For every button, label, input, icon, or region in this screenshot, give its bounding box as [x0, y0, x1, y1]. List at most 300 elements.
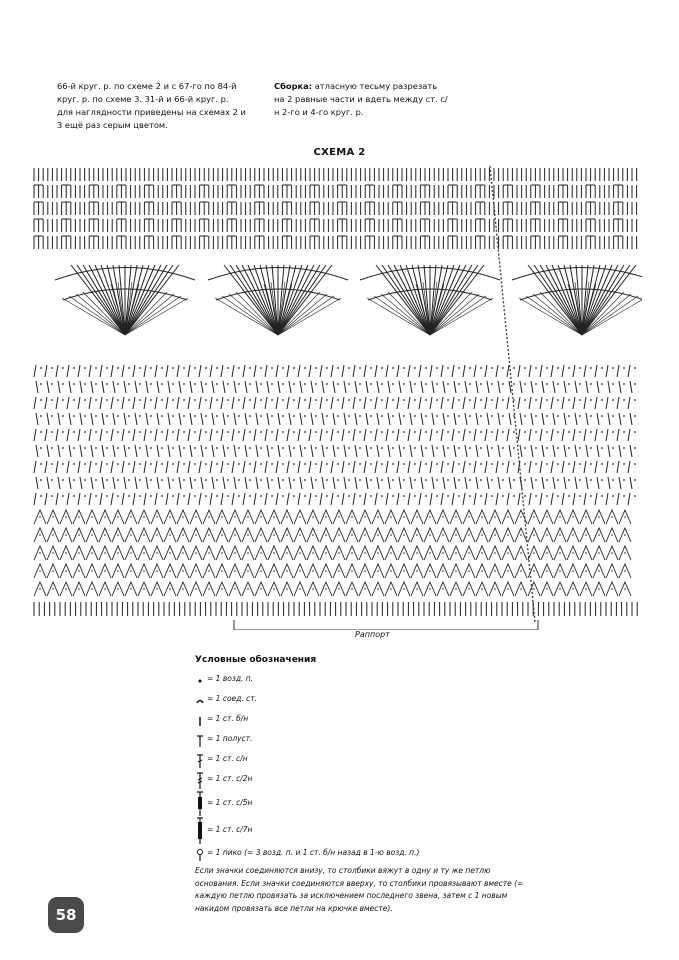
chain-dot	[381, 447, 383, 449]
mesh-stitch	[410, 413, 412, 425]
mesh-stitch	[67, 461, 69, 473]
chain-dot	[590, 383, 592, 385]
chain-dot	[304, 383, 306, 385]
chain-dot	[194, 495, 196, 497]
chain-dot	[429, 516, 431, 518]
chain-dot	[260, 399, 262, 401]
mesh-stitch	[355, 477, 357, 489]
mesh-stitch	[355, 413, 357, 425]
chain-dot	[611, 534, 613, 536]
mesh-stitch	[166, 429, 168, 441]
mesh-stitch	[375, 365, 377, 377]
chain-dot	[299, 570, 301, 572]
chain-dot	[590, 479, 592, 481]
mesh-stitch	[507, 461, 509, 473]
mesh-stitch	[309, 461, 311, 473]
mesh-stitch	[36, 477, 38, 489]
legend-item	[195, 671, 525, 691]
mesh-stitch	[542, 381, 544, 393]
mesh-stitch	[584, 397, 586, 409]
mesh-stitch	[243, 429, 245, 441]
mesh-stitch	[531, 445, 533, 457]
fan-stitch	[582, 265, 606, 335]
chain-dot	[271, 383, 273, 385]
mesh-stitch	[34, 429, 36, 441]
mesh-stitch	[201, 477, 203, 489]
mesh-stitch	[551, 429, 553, 441]
chain-dot	[315, 463, 317, 465]
chain-dot	[150, 431, 152, 433]
chain-dot	[572, 516, 574, 518]
chain-dot	[143, 516, 145, 518]
double-crochet-icon	[195, 751, 205, 771]
mesh-stitch	[278, 413, 280, 425]
mesh-stitch	[177, 429, 179, 441]
mesh-stitch	[419, 397, 421, 409]
chain-dot	[469, 399, 471, 401]
chain-dot	[128, 415, 130, 417]
mesh-stitch	[377, 413, 379, 425]
mesh-stitch	[155, 461, 157, 473]
chain-dot	[612, 447, 614, 449]
mesh-stitch	[586, 381, 588, 393]
fan-stitch	[278, 265, 326, 335]
legend	[195, 655, 525, 915]
mesh-stitch	[529, 365, 531, 377]
chain-dot	[513, 479, 515, 481]
chain-dot	[51, 399, 53, 401]
mesh-stitch	[529, 429, 531, 441]
chain-dot	[337, 495, 339, 497]
mesh-stitch	[276, 365, 278, 377]
chain-dot	[40, 383, 42, 385]
chain-dot	[104, 588, 106, 590]
mesh-stitch	[408, 493, 410, 505]
mesh-stitch	[399, 381, 401, 393]
mesh-stitch	[564, 477, 566, 489]
chain-dot	[172, 399, 174, 401]
chain-dot	[598, 516, 600, 518]
mesh-stitch	[375, 493, 377, 505]
mesh-stitch	[419, 493, 421, 505]
mesh-stitch	[320, 493, 322, 505]
chain-dot	[286, 516, 288, 518]
chain-dot	[634, 495, 636, 497]
chain-dot	[381, 415, 383, 417]
chain-dot	[84, 495, 86, 497]
chain-dot	[502, 495, 504, 497]
chain-dot	[150, 447, 152, 449]
chain-dot	[491, 431, 493, 433]
chain-dot	[377, 516, 379, 518]
mesh-stitch	[452, 365, 454, 377]
chain-dot	[612, 383, 614, 385]
mesh-stitch	[542, 413, 544, 425]
mesh-stitch	[586, 413, 588, 425]
chain-dot	[634, 415, 636, 417]
chain-dot	[455, 516, 457, 518]
chain-dot	[469, 383, 471, 385]
chain-dot	[205, 399, 207, 401]
mesh-stitch	[36, 445, 38, 457]
mesh-stitch	[630, 445, 632, 457]
chain-dot	[480, 479, 482, 481]
mesh-stitch	[562, 397, 564, 409]
chain-dot	[458, 415, 460, 417]
chain-dot	[524, 415, 526, 417]
chain-dot	[65, 516, 67, 518]
mesh-stitch	[157, 477, 159, 489]
mesh-stitch	[454, 445, 456, 457]
chain-dot	[84, 415, 86, 417]
chain-dot	[468, 588, 470, 590]
chain-dot	[216, 431, 218, 433]
chain-dot	[507, 570, 509, 572]
chain-dot	[612, 495, 614, 497]
chain-dot	[106, 367, 108, 369]
mesh-stitch	[386, 365, 388, 377]
mesh-stitch	[199, 397, 201, 409]
chain-dot	[535, 479, 537, 481]
chain-dot	[601, 383, 603, 385]
mesh-stitch	[146, 445, 148, 457]
chain-dot	[403, 479, 405, 481]
mesh-stitch	[221, 493, 223, 505]
chain-dot	[535, 399, 537, 401]
chain-dot	[62, 479, 64, 481]
chain-dot	[568, 399, 570, 401]
mesh-stitch	[628, 429, 630, 441]
mesh-stitch	[78, 461, 80, 473]
mesh-stitch	[465, 413, 467, 425]
chain-dot	[623, 495, 625, 497]
fan-stitch	[582, 265, 630, 335]
mesh-stitch	[287, 493, 289, 505]
chain-dot	[161, 431, 163, 433]
chain-dot	[480, 431, 482, 433]
chain-dot	[282, 431, 284, 433]
chain-dot	[392, 367, 394, 369]
chain-dot	[326, 463, 328, 465]
chain-dot	[234, 516, 236, 518]
chain-dot	[51, 367, 53, 369]
chain-dot	[557, 399, 559, 401]
chain-dot	[51, 415, 53, 417]
mesh-stitch	[487, 477, 489, 489]
chain-dot	[172, 479, 174, 481]
chain-dot	[271, 431, 273, 433]
chain-dot	[491, 463, 493, 465]
chain-dot	[282, 447, 284, 449]
chain-dot	[392, 415, 394, 417]
mesh-stitch	[553, 445, 555, 457]
chain-dot	[227, 383, 229, 385]
chain-dot	[590, 447, 592, 449]
chain-dot	[579, 415, 581, 417]
chain-dot	[172, 495, 174, 497]
mesh-stitch	[67, 429, 69, 441]
mesh-stitch	[298, 461, 300, 473]
assembly-text: атласную тесьму разрезать на 2 равные части и вдеть между ст. с/н 2-го и 4-го круг. р.	[274, 81, 448, 117]
chain-dot	[559, 534, 561, 536]
mesh-stitch	[100, 365, 102, 377]
chain-dot	[78, 552, 80, 554]
mesh-stitch	[111, 461, 113, 473]
chain-dot	[568, 447, 570, 449]
chain-dot	[590, 399, 592, 401]
legend-text: = 1 ст. с/2н	[207, 774, 253, 783]
chain-dot	[62, 399, 64, 401]
chain-dot	[84, 399, 86, 401]
mesh-stitch	[375, 397, 377, 409]
chain-dot	[502, 399, 504, 401]
legend-note: Если значки соединяются внизу, то столбики вяжут в одну и ту же петлю основания. Если значки соединяются вверху, то столбики провязывают вместе (= каждую петлю провязать за исключением последнего звена, затем с 1 новым накидом провязать все петли на крючке вместе).	[195, 866, 524, 913]
chain-dot	[414, 463, 416, 465]
mesh-stitch	[397, 493, 399, 505]
mesh-stitch	[124, 477, 126, 489]
chain-dot	[117, 570, 119, 572]
mesh-stitch	[56, 397, 58, 409]
chain-dot	[557, 463, 559, 465]
fan-stitch	[582, 265, 636, 335]
mesh-stitch	[155, 493, 157, 505]
fan-stitch	[558, 265, 582, 335]
chain-dot	[520, 516, 522, 518]
chain-dot	[425, 415, 427, 417]
mesh-stitch	[91, 381, 93, 393]
chain-dot	[403, 415, 405, 417]
chain-dot	[624, 552, 626, 554]
mesh-stitch	[80, 381, 82, 393]
mesh-stitch	[496, 429, 498, 441]
chain-dot	[429, 534, 431, 536]
mesh-stitch	[606, 397, 608, 409]
chain-dot	[216, 495, 218, 497]
chain-dot	[205, 431, 207, 433]
mesh-stitch	[388, 413, 390, 425]
mesh-stitch	[344, 477, 346, 489]
mesh-stitch	[542, 477, 544, 489]
chain-dot	[183, 399, 185, 401]
fan-stitch	[125, 265, 179, 335]
chain-dot	[491, 447, 493, 449]
mesh-stitch	[630, 381, 632, 393]
mesh-stitch	[212, 477, 214, 489]
chain-dot	[502, 447, 504, 449]
chain-dot	[104, 570, 106, 572]
chain-dot	[491, 495, 493, 497]
chain-dot	[623, 367, 625, 369]
chain-dot	[348, 415, 350, 417]
mesh-stitch	[320, 429, 322, 441]
chain-dot	[194, 367, 196, 369]
chain-dot	[458, 479, 460, 481]
mesh-stitch	[199, 493, 201, 505]
chain-dot	[161, 399, 163, 401]
chain-dot	[390, 588, 392, 590]
chain-dot	[117, 495, 119, 497]
chain-dot	[273, 534, 275, 536]
mesh-stitch	[584, 429, 586, 441]
mesh-stitch	[179, 413, 181, 425]
chain-dot	[601, 431, 603, 433]
intro-left-text: 66-й круг. р. по схеме 2 и с 67-го по 84-й круг. р. по схеме 3. 31-й и 66-й круг. р. для наглядности приведены на схемах 2 и 3 ещё раз серым цветом.	[57, 81, 246, 130]
half-double-crochet-icon	[195, 731, 205, 751]
chain-dot	[351, 570, 353, 572]
chain-dot	[195, 588, 197, 590]
mesh-stitch	[595, 493, 597, 505]
chain-dot	[143, 534, 145, 536]
mesh-stitch	[441, 397, 443, 409]
mesh-stitch	[166, 397, 168, 409]
chain-dot	[150, 367, 152, 369]
mesh-stitch	[89, 461, 91, 473]
chain-dot	[312, 552, 314, 554]
mesh-stitch	[89, 365, 91, 377]
chain-dot	[579, 479, 581, 481]
chain-dot	[51, 463, 53, 465]
chain-dot	[568, 431, 570, 433]
chain-dot	[513, 431, 515, 433]
mesh-stitch	[375, 429, 377, 441]
mesh-stitch	[619, 477, 621, 489]
chain-dot	[634, 479, 636, 481]
mesh-stitch	[245, 413, 247, 425]
chain-dot	[84, 367, 86, 369]
mesh-stitch	[333, 381, 335, 393]
chain-dot	[481, 588, 483, 590]
chain-dot	[568, 479, 570, 481]
chain-dot	[469, 479, 471, 481]
mesh-stitch	[221, 365, 223, 377]
chain-dot	[524, 367, 526, 369]
chain-dot	[416, 570, 418, 572]
chain-dot	[216, 447, 218, 449]
chain-dot	[106, 447, 108, 449]
mesh-stitch	[333, 477, 335, 489]
chain-dot	[381, 383, 383, 385]
mesh-stitch	[311, 381, 313, 393]
chain-dot	[359, 447, 361, 449]
mesh-stitch	[617, 461, 619, 473]
mesh-stitch	[608, 413, 610, 425]
mesh-stitch	[540, 493, 542, 505]
chain-dot	[337, 383, 339, 385]
mesh-stitch	[221, 397, 223, 409]
mesh-stitch	[135, 477, 137, 489]
chain-dot	[601, 399, 603, 401]
mesh-stitch	[232, 397, 234, 409]
chain-dot	[304, 463, 306, 465]
chain-dot	[39, 588, 41, 590]
legend-item	[195, 845, 525, 863]
mesh-stitch	[542, 445, 544, 457]
chain-dot	[624, 570, 626, 572]
mesh-stitch	[322, 381, 324, 393]
mesh-stitch	[342, 365, 344, 377]
mesh-stitch	[45, 397, 47, 409]
chain-dot	[524, 431, 526, 433]
legend-item	[195, 691, 525, 711]
chain-dot	[370, 479, 372, 481]
chain-dot	[425, 479, 427, 481]
chain-dot	[585, 516, 587, 518]
chain-dot	[205, 495, 207, 497]
chain-dot	[513, 399, 515, 401]
mesh-stitch	[133, 429, 135, 441]
chain-dot	[557, 415, 559, 417]
chain-dot	[348, 495, 350, 497]
mesh-stitch	[366, 477, 368, 489]
chain-dot	[557, 383, 559, 385]
mesh-stitch	[364, 461, 366, 473]
chain-dot	[337, 463, 339, 465]
mesh-stitch	[331, 397, 333, 409]
mesh-stitch	[122, 429, 124, 441]
mesh-stitch	[397, 461, 399, 473]
chain-dot	[546, 570, 548, 572]
chain-dot	[364, 588, 366, 590]
mesh-stitch	[267, 477, 269, 489]
chain-dot	[468, 570, 470, 572]
mesh-stitch	[540, 397, 542, 409]
mesh-stitch	[364, 493, 366, 505]
chain-dot	[557, 495, 559, 497]
chain-dot	[524, 463, 526, 465]
mesh-stitch	[256, 381, 258, 393]
chain-dot	[95, 367, 97, 369]
chain-dot	[447, 495, 449, 497]
page-number: 58	[48, 897, 84, 933]
chain-dot	[161, 463, 163, 465]
mesh-stitch	[331, 493, 333, 505]
chain-dot	[370, 495, 372, 497]
mesh-stitch	[344, 413, 346, 425]
chain-dot	[249, 367, 251, 369]
mesh-stitch	[551, 397, 553, 409]
chain-dot	[623, 399, 625, 401]
chain-dot	[150, 383, 152, 385]
chain-dot	[568, 383, 570, 385]
chain-dot	[524, 383, 526, 385]
dot-chain-icon	[195, 671, 205, 691]
chain-dot	[315, 447, 317, 449]
mesh-stitch	[144, 429, 146, 441]
mesh-stitch	[254, 365, 256, 377]
mesh-stitch	[485, 461, 487, 473]
mesh-stitch	[441, 429, 443, 441]
chain-dot	[194, 431, 196, 433]
chain-dot	[73, 383, 75, 385]
chain-dot	[194, 447, 196, 449]
mesh-stitch	[210, 461, 212, 473]
chain-dot	[104, 534, 106, 536]
chain-dot	[491, 479, 493, 481]
chain-dot	[172, 383, 174, 385]
chain-dot	[326, 479, 328, 481]
chain-dot	[601, 463, 603, 465]
chain-dot	[390, 570, 392, 572]
chain-dot	[84, 463, 86, 465]
chain-dot	[513, 447, 515, 449]
chain-dot	[390, 534, 392, 536]
mesh-stitch	[298, 429, 300, 441]
chain-dot	[78, 570, 80, 572]
chain-dot	[546, 367, 548, 369]
chain-dot	[183, 495, 185, 497]
chain-dot	[304, 399, 306, 401]
chain-dot	[282, 399, 284, 401]
